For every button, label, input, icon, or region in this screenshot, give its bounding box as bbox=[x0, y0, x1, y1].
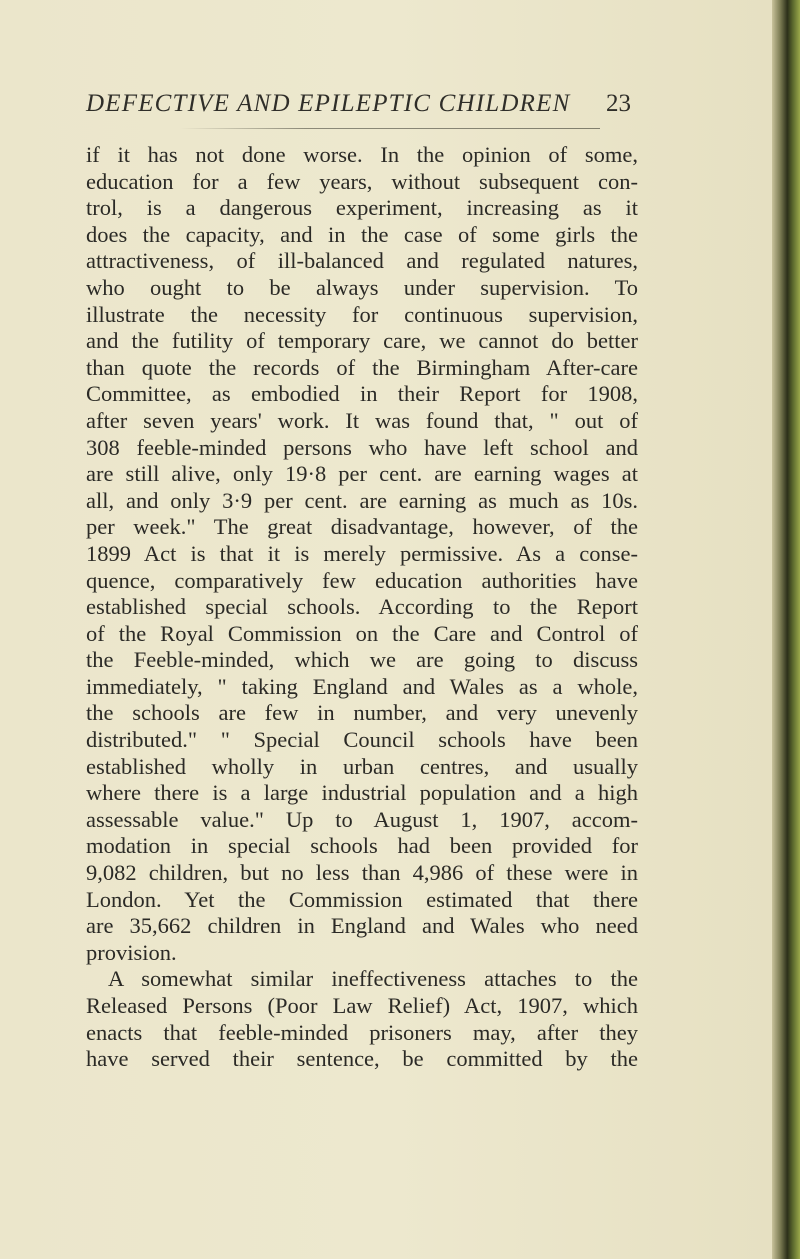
text-line: per week." The great disadvantage, however, of the bbox=[86, 514, 638, 540]
text-line: where there is a large industrial population and a high bbox=[86, 780, 638, 806]
text-line: have served their sentence, be committed by the bbox=[86, 1046, 638, 1072]
text-line: if it has not done worse. In the opinion of some, bbox=[86, 142, 638, 167]
text-line: than quote the records of the Birmingham After-care bbox=[86, 354, 638, 380]
text-line: Released Persons (Poor Law Relief) Act, 1907, which bbox=[86, 993, 638, 1018]
text-line: are still alive, only 19·8 per cent. are earning wages at bbox=[86, 461, 638, 487]
text-line: all, and only 3·9 per cent. are earning as much as 10s. bbox=[86, 487, 638, 513]
text-line: established special schools. According to the Report bbox=[86, 594, 638, 620]
text-line: the Feeble-minded, which we are going to discuss bbox=[86, 647, 638, 673]
text-line: 308 feeble-minded persons who have left school and bbox=[86, 434, 638, 460]
body-text bbox=[86, 142, 638, 1073]
text-line: illustrate the necessity for continuous supervision, bbox=[86, 301, 638, 327]
text-line: and the futility of temporary care, we cannot do better bbox=[86, 328, 638, 354]
text-line: who ought to be always under supervision. To bbox=[86, 274, 638, 300]
text-line: are 35,662 children in England and Wales who need bbox=[86, 913, 638, 939]
text-line: 1899 Act is that it is merely permissive. As a conse- bbox=[86, 540, 638, 566]
text-line: distributed." " Special Council schools have been bbox=[86, 727, 638, 753]
text-line: after seven years' work. It was found that, " out of bbox=[86, 407, 638, 433]
text-line: established wholly in urban centres, and usually bbox=[86, 753, 638, 779]
text-line: enacts that feeble-minded prisoners may, after they bbox=[86, 1019, 638, 1045]
book-spine-edge bbox=[772, 0, 800, 1259]
text-line: of the Royal Commission on the Care and Control of bbox=[86, 620, 638, 646]
text-line: trol, is a dangerous experiment, increasing as it bbox=[86, 195, 638, 221]
text-line-paragraph-start: A somewhat similar ineffectiveness attaches to the bbox=[108, 966, 638, 992]
page-number: 23 bbox=[606, 90, 631, 117]
text-line: attractiveness, of ill-balanced and regulated natures, bbox=[86, 248, 638, 274]
running-head-title: DEFECTIVE AND EPILEPTIC CHILDREN bbox=[86, 90, 571, 117]
text-line: 9,082 children, but no less than 4,986 of these were in bbox=[86, 860, 638, 886]
text-line: immediately, " taking England and Wales as a whole, bbox=[86, 673, 638, 699]
text-line: modation in special schools had been provided for bbox=[86, 833, 638, 859]
text-line: education for a few years, without subsequent con- bbox=[86, 168, 638, 194]
header-rule bbox=[180, 128, 600, 129]
text-line: does the capacity, and in the case of some girls the bbox=[86, 221, 638, 247]
text-line: London. Yet the Commission estimated that there bbox=[86, 886, 638, 912]
text-line: quence, comparatively few education authorities have bbox=[86, 567, 638, 593]
text-line-paragraph-end: provision. bbox=[86, 939, 177, 965]
text-line: Committee, as embodied in their Report for 1908, bbox=[86, 381, 638, 407]
text-line: the schools are few in number, and very unevenly bbox=[86, 700, 638, 726]
text-line: assessable value." Up to August 1, 1907, accom- bbox=[86, 806, 638, 832]
